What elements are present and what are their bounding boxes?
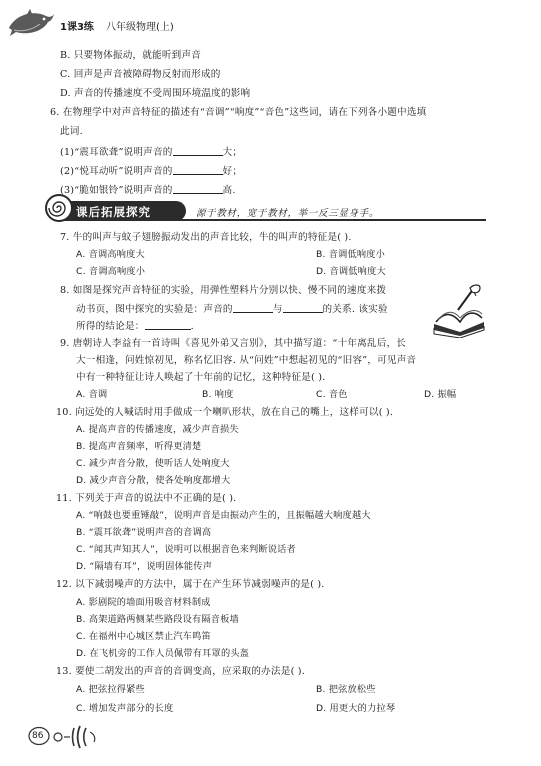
q12-stem: 12. 以下减弱噪声的方法中，属于在产生环节减弱噪声的是( ). [56,579,325,590]
header-subject: 八年级物理(上) [106,22,174,33]
answer-blank[interactable] [173,183,223,194]
q7-option-b[interactable]: B. 音调低响度小 [316,249,386,260]
q8-line3 [76,319,194,333]
section-motto: 源于教材，宽于教材，举一反三显身手。 [196,208,380,219]
q9-line2: 大一相逢，问姓惊初见，称名忆旧容. 从“问姓”中想起初见的“旧容”，可见声音 [76,355,417,366]
q11-option-c[interactable]: C. “闻其声知其人”，说明可以根据音色来判断说话者 [76,544,296,555]
q6-item-1 [60,145,242,159]
q11-option-d[interactable]: D. “隔墙有耳”，说明固体能传声 [76,561,213,572]
dolphin-logo-icon [6,6,56,40]
q10-option-d[interactable]: D. 减少声音分散，使各处响度都增大 [76,475,231,486]
q10-option-c[interactable]: C. 减少声音分散，使听话人处响度大 [76,458,230,469]
q8-line2-text: 动书页，图中探究的实验是：声音的 [76,304,233,315]
q11-option-a[interactable]: A. “响鼓也要重锤敲”，说明声音是由振动产生的，且振幅越大响度越大 [76,510,371,521]
option-d: D. 声音的传播速度不受周围环境温度的影响 [60,88,251,99]
section-title: 课后拓展探究 [76,205,151,219]
q8-line2-end: 的关系. 该实验 [322,304,388,315]
q8-line2 [76,302,388,316]
answer-blank[interactable] [145,319,191,330]
answer-blank[interactable] [233,302,273,313]
q13-option-b[interactable]: B. 把弦放松些 [316,684,376,695]
q8-line1: 8. 如图是探究声音特征的实验，用弹性塑料片分别以快、慢不同的速度来拨 [60,285,387,296]
q12-option-a[interactable]: A. 影剧院的墙面用吸音材料制成 [76,597,211,608]
q9-line1: 9. 唐朝诗人李益有一首诗叫《喜见外弟又言别》，其中描写道：“十年离乱后，长 [60,338,407,349]
q8-line3-end: . [190,321,194,332]
q8-line2-and: 与 [272,304,283,315]
q12-option-b[interactable]: B. 高架道路两侧某些路段设有隔音板墙 [76,614,239,625]
q9-option-a[interactable]: A. 音调 [76,389,108,400]
q6-item-2 [60,164,242,178]
q9-line3: 中有一种特征让诗人唤起了十年前的记忆，这种特征是( ). [76,372,326,383]
q12-option-c[interactable]: C. 在福州中心城区禁止汽车鸣笛 [76,631,211,642]
page-number: 86 [32,731,44,741]
spiral-icon [44,193,74,223]
q6-stem-line2: 此词. [60,126,83,137]
q9-option-b[interactable]: B. 响度 [202,389,234,400]
q11-stem: 11. 下列关于声音的说法中不正确的是( ). [56,493,237,504]
q6-item-2-end: 好； [222,166,243,177]
option-b: B. 只要物体振动，就能听到声音 [60,50,202,61]
q13-option-a[interactable]: A. 把弦拉得紧些 [76,684,145,695]
q7-stem: 7. 牛的叫声与蚊子翅膀振动发出的声音比较，牛的叫声的特征是( ). [60,232,352,243]
q13-stem: 13. 要使二胡发出的声音的音调变高，应采取的办法是( ). [56,666,305,677]
q9-option-d[interactable]: D. 振幅 [424,389,457,400]
option-c: C. 回声是声音被障碍物反射而形成的 [60,69,221,80]
q6-item-2-text: (2)“悦耳动听”说明声音的 [60,166,173,177]
q6-item-3-end: 高. [222,185,236,196]
q9-option-c[interactable]: C. 音色 [316,389,348,400]
q6-item-1-text: (1)“震耳欲聋”说明声音的 [60,147,173,158]
q11-option-b[interactable]: B. “震耳欲聋”说明声音的音调高 [76,527,212,538]
q13-option-d[interactable]: D. 用更大的力拉琴 [316,703,396,714]
q12-option-d[interactable]: D. 在飞机旁的工作人员佩带有耳罩的头盔 [76,648,250,659]
q13-option-c[interactable]: C. 增加发声部分的长度 [76,703,174,714]
q10-stem: 10. 向远处的人喊话时用手做成一个喇叭形状，放在自己的嘴上，这样可以( ). [56,407,394,418]
q8-line3-text: 所得的结论是： [76,321,145,332]
q6-item-3-text: (3)“脆如银铃”说明声音的 [60,185,173,196]
q7-option-a[interactable]: A. 音调高响度大 [76,249,145,260]
header-brand: 1课3练 [60,22,94,33]
answer-blank[interactable] [173,145,223,156]
answer-blank[interactable] [173,164,223,175]
q10-option-b[interactable]: B. 提高声音频率，听得更清楚 [76,441,202,452]
footer-ornament-icon [50,724,102,750]
q6-item-1-end: 大； [222,147,243,158]
q7-option-d[interactable]: D. 音调低响度大 [316,266,386,277]
answer-blank[interactable] [283,302,323,313]
q7-option-c[interactable]: C. 音调高响度小 [76,266,146,277]
book-experiment-illustration [430,282,488,338]
q6-stem-line1: 6. 在物理学中对声音特征的描述有“音调”“响度”“音色”这些词，请在下列各小题中选填 [50,107,427,118]
q6-item-3 [60,183,236,197]
q10-option-a[interactable]: A. 提高声音的传播速度，减少声音损失 [76,424,239,435]
